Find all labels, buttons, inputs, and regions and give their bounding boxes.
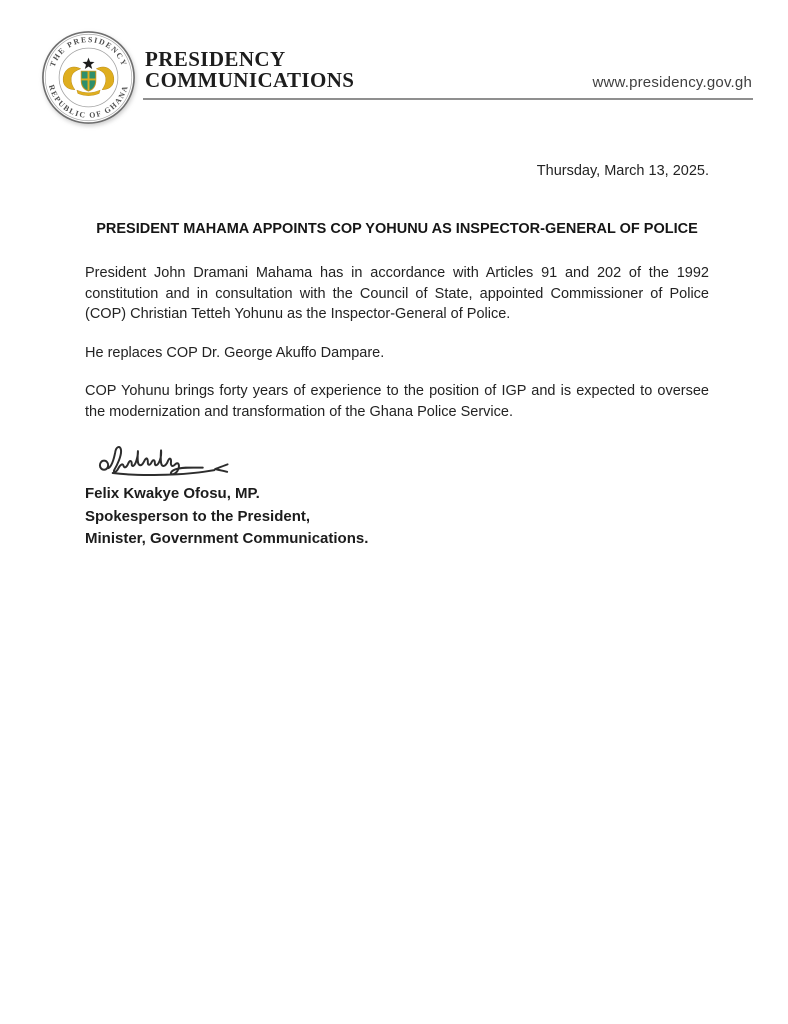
- seal-top-text: THE PRESIDENCY: [47, 34, 130, 69]
- seal-bottom-text: REPUBLIC OF GHANA: [47, 83, 130, 120]
- signature-end-flourish: [215, 464, 227, 471]
- signatory-block: [85, 483, 709, 551]
- header-divider: [143, 98, 753, 100]
- org-name-line2: COMMUNICATIONS: [145, 68, 355, 92]
- letter-body: [85, 161, 709, 551]
- org-name-line1: PRESIDENCY: [145, 47, 286, 71]
- paragraph-3: COP Yohunu brings forty years of experience to the position of IGP and is expected to oversee the modernization and transformation of the Ghana Police Service.: [85, 383, 709, 420]
- paragraph-2: He replaces COP Dr. George Akuffo Dampare.: [85, 344, 385, 361]
- signature-underline: [113, 470, 215, 475]
- headline: PRESIDENT MAHAMA APPOINTS COP YOHUNU AS INSPECTOR-GENERAL OF POLICE: [96, 220, 698, 237]
- signature-scribble: [109, 447, 203, 474]
- signature-o-loop: [100, 461, 108, 470]
- date-line: Thursday, March 13, 2025.: [536, 163, 709, 179]
- paragraph-1: President John Dramani Mahama has in accordance with Articles 91 and 202 of the 1992 constitution and in consultation with the Council of State, appointed Commissioner of Police (COP) Christian Tetteh Yohunu as the Inspector-General of Police.: [85, 265, 709, 322]
- signatory-name: Felix Kwakye Ofosu, MP.: [85, 485, 260, 502]
- presidency-seal-logo: [40, 29, 137, 126]
- org-name: [145, 49, 354, 91]
- signatory-role-1: Spokesperson to the President,: [85, 507, 311, 525]
- signatory-role-2: Minister, Government Communications.: [85, 530, 369, 547]
- handwritten-signature-icon: [87, 440, 245, 478]
- website-url: www.presidency.gov.gh: [592, 74, 752, 91]
